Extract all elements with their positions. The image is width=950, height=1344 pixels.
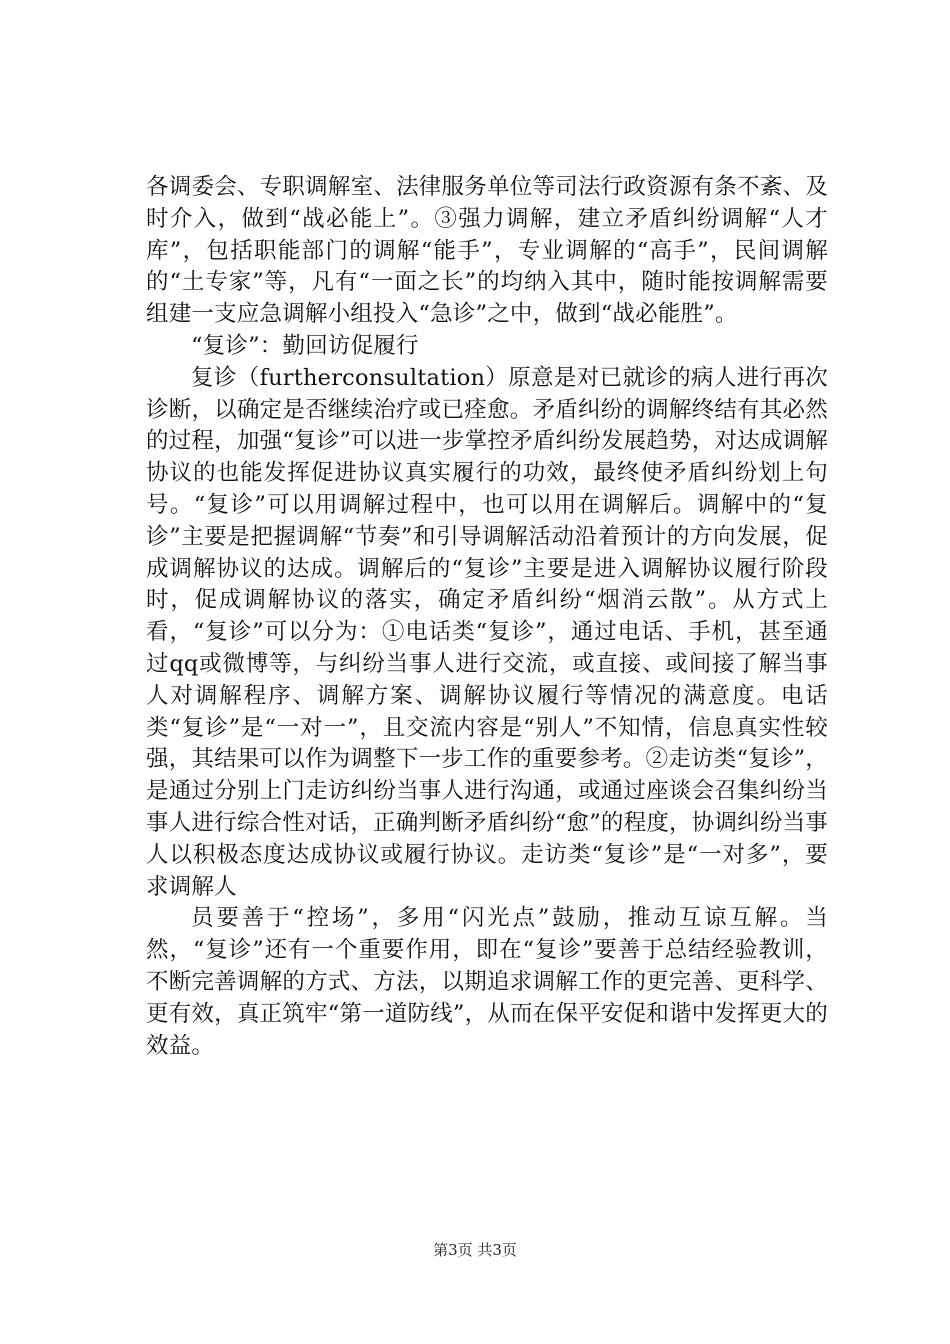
section-heading: “复诊”：勤回访促履行	[191, 332, 419, 359]
page-number: 第3页 共3页	[433, 1241, 517, 1259]
paragraph-continuation: 各调委会、专职调解室、法律服务单位等司法行政资源有条不紊、及时介入，做到“战必能上”。③强力调解，建立矛盾纠纷调解“人才库”，包括职能部门的调解“能手”，专业调解的“高手”，民间调解的“土专家”等，凡有“一面之长”的均纳入其中，随时能按调解需要组建一支应急调解小组投入“急诊”之中，做到“战必能胜”。	[146, 174, 828, 328]
paragraph-followup-conclusion: 员要善于“控场”，多用“闪光点”鼓励，推动互谅互解。当然，“复诊”还有一个重要作用，即在“复诊”要善于总结经验教训，不断完善调解的方式、方法，以期追求调解工作的更完善、更科学、更有效，真正筑牢“第一道防线”，从而在保平安促和谐中发挥更大的效益。	[146, 905, 828, 1059]
body-text	[146, 172, 828, 1062]
page-footer	[0, 1240, 950, 1260]
paragraph-followup-intro: 复诊（furtherconsultation）原意是对已就诊的病人进行再次诊断，以确定是否继续治疗或已痊愈。矛盾纠纷的调解终结有其必然的过程，加强“复诊”可以进一步掌控矛盾纠纷发展趋势，对达成调解协议的也能发挥促进协议真实履行的功效，最终使矛盾纠纷划上句号。“复诊”可以用调解过程中，也可以用在调解后。调解中的“复诊”主要是把握调解“节奏”和引导调解活动沿着预计的方向发展，促成调解协议的达成。调解后的“复诊”主要是进入调解协议履行阶段时，促成调解协议的落实，确定矛盾纠纷“烟消云散”。从方式上看，“复诊”可以分为：①电话类“复诊”，通过电话、手机，甚至通过qq或微博等，与纠纷当事人进行交流，或直接、或间接了解当事人对调解程序、调解方案、调解协议履行等情况的满意度。电话类“复诊”是“一对一”，且交流内容是“别人”不知情，信息真实性较强，其结果可以作为调整下一步工作的重要参考。②走访类“复诊”，是通过分别上门走访纠纷当事人进行沟通，或通过座谈会召集纠纷当事人进行综合性对话，正确判断矛盾纠纷“愈”的程度，协调纠纷当事人以积极态度达成协议或履行协议。走访类“复诊”是“一对多”，要求调解人	[146, 364, 828, 900]
